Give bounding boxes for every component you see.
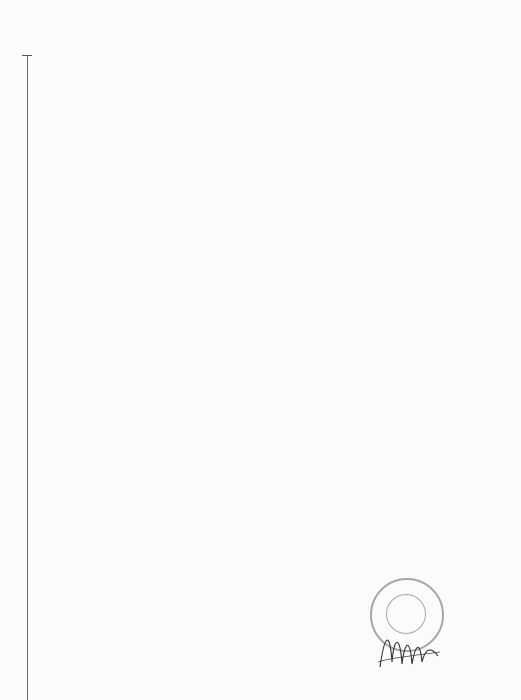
margin-line	[27, 55, 28, 700]
document-content	[40, 2, 470, 22]
margin-tick	[22, 55, 32, 56]
signature-scribble	[350, 612, 450, 672]
